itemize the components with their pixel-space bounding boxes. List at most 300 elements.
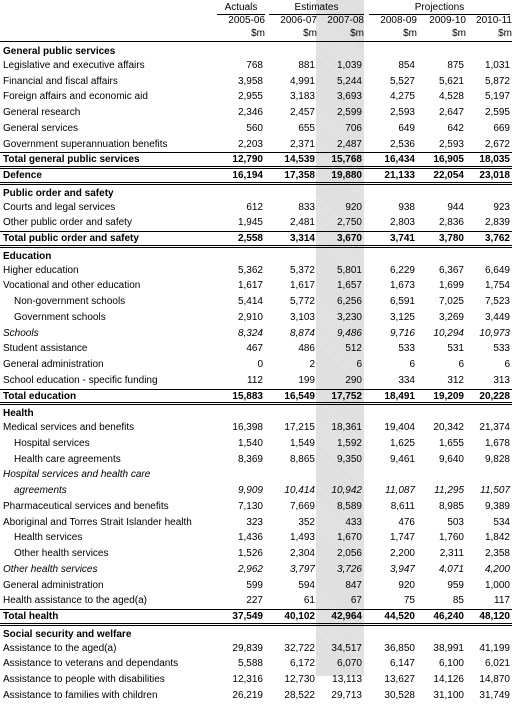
value-cell: 476 [398,516,415,528]
value-cell: 1,625 [389,437,415,449]
value-cell: 5,872 [484,75,510,87]
value-cell: 28,522 [284,689,315,701]
value-cell: 44,520 [384,611,415,622]
unit-header: $m [403,28,417,39]
value-cell: 8,369 [237,453,263,465]
value-cell: 85 [452,595,464,607]
table-row [0,121,512,137]
value-cell: 642 [447,122,464,134]
value-cell: 10,294 [433,327,464,339]
table-row [0,672,512,688]
value-cell: 2,910 [237,311,263,323]
unit-header: $m [452,28,466,39]
value-cell: 10,973 [479,327,510,339]
row-label: Total education [3,390,77,402]
row-label: Foreign affairs and economic aid [3,91,148,103]
value-cell: 199 [298,374,315,386]
value-cell: 3,958 [237,75,263,87]
value-cell: 6,256 [336,296,362,307]
value-cell: 2,647 [438,107,464,118]
row-label: Assistance to people with disabilities [3,674,165,685]
value-cell: 34,517 [331,642,362,654]
value-cell: 6 [409,359,415,370]
row-label: Assistance to veterans and dependants [3,658,179,670]
value-cell: 7,523 [484,296,510,307]
row-label: Total public order and safety [3,233,139,244]
value-cell: 21,133 [384,170,415,181]
table-row [0,656,512,672]
value-cell: 1,000 [484,579,510,591]
subtotal-row [0,562,512,578]
value-cell: 1,526 [237,548,263,559]
value-cell: 5,197 [484,91,510,103]
table-row [0,215,512,231]
value-cell: 6,367 [438,264,464,276]
value-cell: 2,558 [237,233,263,244]
table-header [0,0,512,42]
row-label: General research [3,107,81,118]
value-cell: 9,461 [389,453,415,465]
value-cell: 944 [447,201,464,213]
table-row [0,641,512,657]
total-row [0,152,512,168]
value-cell: 768 [246,59,263,71]
group-projections: Projections [414,2,465,13]
value-cell: 2,487 [336,138,362,150]
value-cell: 669 [493,122,510,134]
table-row [0,137,512,153]
value-cell: 8,865 [289,453,315,465]
value-cell: 503 [447,516,464,528]
value-cell: 923 [493,201,510,213]
value-cell: 4,200 [484,563,510,575]
section-heading-row [0,404,512,420]
section-heading-row [0,247,512,263]
unit-header: $m [498,28,512,39]
value-cell: 1,549 [289,437,315,449]
row-label: agreements [14,485,67,496]
value-cell: 61 [303,595,315,607]
row-label: Other public order and safety [3,217,132,229]
value-cell: 9,828 [484,453,510,465]
value-cell: 7,669 [289,500,315,512]
value-cell: 31,749 [479,689,510,701]
value-cell: 9,640 [438,453,464,465]
row-label: Non-government schools [14,296,126,307]
value-cell: 1,747 [389,532,415,544]
value-cell: 5,362 [237,264,263,276]
value-cell: 875 [447,59,464,71]
value-cell: 20,228 [479,390,510,402]
section-heading-row [0,625,512,641]
value-cell: 18,361 [331,422,362,433]
value-cell: 23,018 [479,170,510,181]
value-cell: 655 [298,122,315,134]
row-label: Financial and fiscal affairs [3,75,118,87]
value-cell: 6 [458,359,464,370]
table-row [0,578,512,594]
value-cell: 560 [246,122,263,134]
value-cell: 29,713 [331,689,362,701]
subtotal-row [0,483,512,499]
table-row [0,263,512,279]
value-cell: 8,324 [237,327,263,339]
value-cell: 37,549 [232,611,263,622]
value-cell: 9,350 [336,453,362,465]
row-label: General administration [3,579,104,591]
table-row [0,105,512,121]
value-cell: 17,358 [284,170,315,181]
value-cell: 12,730 [284,674,315,685]
value-cell: 649 [398,122,415,134]
table-row [0,515,512,531]
value-cell: 2,955 [237,91,263,103]
value-cell: 1,699 [438,280,464,292]
value-cell: 8,589 [336,500,362,512]
row-label: Health [3,408,34,420]
value-cell: 2,371 [289,138,315,150]
value-cell: 531 [447,343,464,355]
value-cell: 833 [298,201,315,213]
value-cell: 16,194 [232,170,263,181]
value-cell: 14,539 [284,154,315,166]
year-header: 2010-11 [476,15,512,26]
value-cell: 22,054 [433,170,464,181]
value-cell: 4,071 [438,563,464,575]
value-cell: 2,536 [389,138,415,150]
value-cell: 612 [246,201,263,213]
value-cell: 3,947 [389,563,415,575]
row-label: Vocational and other education [3,280,141,292]
value-cell: 5,801 [336,264,362,276]
row-label: Other health services [14,548,109,559]
year-header: 2007-08 [327,15,364,26]
table-row [0,499,512,515]
year-header: 2005-06 [228,15,265,26]
value-cell: 352 [298,516,315,528]
value-cell: 534 [493,516,510,528]
value-cell: 2,311 [439,548,464,559]
row-label: Hospital services [14,437,90,449]
row-label: General public services [3,46,116,57]
value-cell: 41,199 [479,642,510,654]
value-cell: 1,670 [336,532,362,544]
value-cell: 5,772 [289,296,315,307]
value-cell: 19,404 [384,422,415,433]
value-cell: 36,850 [384,642,415,654]
row-label: Social security and welfare [3,628,132,640]
value-cell: 3,314 [289,233,315,244]
subtotal-row [0,326,512,342]
row-label: General administration [3,359,104,370]
value-cell: 13,627 [384,674,415,685]
value-cell: 14,870 [479,674,510,685]
value-cell: 16,398 [232,422,263,433]
value-cell: 1,655 [438,437,464,449]
value-cell: 2,599 [336,107,362,118]
value-cell: 2,836 [438,217,464,229]
sub-item-row [0,294,512,310]
total-row [0,231,512,247]
value-cell: 9,716 [389,327,415,339]
value-cell: 1,678 [484,437,510,449]
value-cell: 11,295 [434,485,464,496]
expense-table-body [0,42,512,704]
table-row [0,341,512,357]
value-cell: 67 [350,595,362,607]
row-label: Total general public services [3,154,140,166]
value-cell: 12,316 [232,674,263,685]
value-cell: 3,269 [438,311,464,323]
value-cell: 3,741 [389,233,415,244]
value-cell: 323 [246,516,263,528]
value-cell: 3,125 [389,311,415,323]
value-cell: 5,621 [438,75,464,87]
value-cell: 30,528 [384,689,415,701]
value-cell: 7,130 [237,500,263,512]
value-cell: 1,031 [484,59,510,71]
value-cell: 959 [447,579,464,591]
value-cell: 0 [257,359,263,370]
row-label: School education - specific funding [3,374,158,386]
value-cell: 4,991 [289,75,315,87]
section-heading-row [0,184,512,200]
table-row [0,420,512,436]
value-cell: 533 [398,343,415,355]
value-cell: 16,549 [284,390,315,402]
value-cell: 8,874 [289,327,315,339]
value-cell: 1,760 [438,532,464,544]
value-cell: 1,592 [336,437,362,449]
table-row [0,357,512,373]
value-cell: 10,942 [331,485,362,496]
row-label: Defence [3,170,42,181]
value-cell: 599 [246,579,263,591]
row-label: Education [3,250,52,262]
table-row [0,593,512,609]
row-label: Legislative and executive affairs [3,59,145,71]
value-cell: 18,035 [479,154,510,166]
value-cell: 15,883 [232,390,263,402]
value-cell: 227 [246,595,263,607]
row-label: Schools [3,327,39,339]
value-cell: 5,372 [289,264,315,276]
value-cell: 19,209 [433,390,464,402]
value-cell: 3,726 [336,563,362,575]
value-cell: 2,304 [289,548,315,559]
row-label: Higher education [3,264,79,276]
value-cell: 18,491 [384,390,415,402]
value-cell: 1,754 [484,280,510,292]
value-cell: 3,797 [289,563,315,575]
value-cell: 14,126 [433,674,464,685]
value-cell: 2,056 [336,548,362,559]
value-cell: 17,215 [284,422,315,433]
value-cell: 6,591 [389,296,415,307]
value-cell: 6,100 [438,658,464,670]
value-cell: 312 [447,374,464,386]
value-cell: 290 [345,374,362,386]
value-cell: 920 [345,201,362,213]
total-row [0,609,512,625]
value-cell: 2,672 [484,138,510,150]
value-cell: 2,593 [438,138,464,150]
row-label: Courts and legal services [3,201,116,213]
value-cell: 533 [493,343,510,355]
value-cell: 5,527 [389,75,415,87]
value-cell: 3,670 [336,233,362,244]
value-cell: 313 [493,374,510,386]
row-label: Total health [3,611,59,622]
value-cell: 6 [504,359,510,370]
row-label: Pharmaceutical services and benefits [3,500,169,512]
row-label: Student assistance [3,343,88,355]
value-cell: 21,374 [479,422,510,433]
value-cell: 1,493 [289,532,315,544]
row-label: Health assistance to the aged(a) [3,595,147,607]
value-cell: 920 [398,579,415,591]
value-cell: 433 [345,516,362,528]
value-cell: 9,389 [484,500,510,512]
value-cell: 2,200 [389,548,415,559]
value-cell: 1,673 [389,280,415,292]
value-cell: 512 [345,343,362,355]
row-label: Government superannuation benefits [3,138,168,150]
value-cell: 938 [398,201,415,213]
value-cell: 2,593 [389,107,415,118]
table-row [0,89,512,105]
value-cell: 13,113 [332,674,362,685]
value-cell: 12,790 [232,154,263,166]
value-cell: 31,100 [433,689,464,701]
value-cell: 3,762 [484,233,510,244]
value-cell: 3,693 [336,91,362,103]
value-cell: 7,025 [438,296,464,307]
value-cell: 46,240 [433,611,464,622]
value-cell: 6,147 [389,658,415,670]
table-row [0,58,512,74]
group-actuals: Actuals [224,2,258,13]
row-label: Medical services and benefits [3,422,135,433]
value-cell: 3,230 [336,311,362,323]
value-cell: 2,358 [484,548,510,559]
value-cell: 1,617 [237,280,263,292]
subtotal-row [0,467,512,483]
group-estimates: Estimates [294,2,339,13]
value-cell: 2,595 [484,107,510,118]
section-heading-row [0,42,512,58]
unit-header: $m [350,28,364,39]
value-cell: 2,839 [484,217,510,229]
row-label: Other health services [3,563,98,575]
value-cell: 881 [298,59,315,71]
value-cell: 9,486 [336,327,362,339]
value-cell: 5,588 [237,658,263,670]
sub-item-row [0,310,512,326]
value-cell: 8,611 [390,500,415,512]
value-cell: 6,070 [336,658,362,670]
row-label: Hospital services and health care [3,469,151,481]
value-cell: 9,909 [237,485,263,496]
value-cell: 38,991 [433,642,464,654]
value-cell: 2,481 [289,217,315,229]
year-header: 2006-07 [280,15,317,26]
value-cell: 5,414 [237,296,263,307]
year-header: 2008-09 [380,15,417,26]
value-cell: 2,457 [289,107,315,118]
value-cell: 1,436 [237,532,263,544]
value-cell: 6 [356,359,362,370]
sub-item-row [0,546,512,562]
value-cell: 4,275 [389,91,415,103]
table-row [0,373,512,389]
row-label: Government schools [14,311,106,323]
row-label: Aboriginal and Torres Strait Islander health [3,516,192,528]
value-cell: 11,087 [385,485,415,496]
value-cell: 2 [309,359,315,370]
table-row [0,278,512,294]
value-cell: 40,102 [284,611,315,622]
value-cell: 2,346 [237,107,263,118]
value-cell: 6,649 [484,264,510,276]
table-row [0,200,512,216]
value-cell: 16,434 [384,154,415,166]
row-label: Health care agreements [14,453,121,465]
value-cell: 4,528 [438,91,464,103]
row-label: Health services [14,532,83,544]
value-cell: 11,507 [480,485,510,496]
value-cell: 48,120 [479,611,510,622]
value-cell: 1,842 [484,532,510,544]
total-row [0,168,512,184]
value-cell: 112 [247,374,263,386]
value-cell: 2,203 [237,138,263,150]
value-cell: 16,905 [433,154,464,166]
value-cell: 2,962 [237,563,263,575]
value-cell: 20,342 [433,422,464,433]
total-row [0,389,512,405]
row-label: Public order and safety [3,187,114,199]
row-label: General services [3,122,79,134]
value-cell: 26,219 [232,689,263,701]
value-cell: 3,780 [438,233,464,244]
value-cell: 17,752 [331,390,362,402]
value-cell: 1,657 [336,280,362,292]
value-cell: 3,449 [484,311,510,323]
value-cell: 6,229 [389,264,415,276]
value-cell: 6,021 [484,658,510,670]
sub-item-row [0,452,512,468]
sub-item-row [0,436,512,452]
value-cell: 29,839 [232,642,263,654]
value-cell: 32,722 [284,642,315,654]
value-cell: 75 [403,595,415,607]
value-cell: 594 [298,579,315,591]
value-cell: 1,617 [289,280,315,292]
value-cell: 854 [398,59,415,71]
value-cell: 10,414 [284,485,315,496]
value-cell: 2,803 [389,217,415,229]
value-cell: 15,768 [331,154,362,166]
value-cell: 847 [345,579,362,591]
value-cell: 3,183 [289,91,315,103]
value-cell: 5,244 [336,75,362,87]
unit-header: $m [303,28,317,39]
table-row [0,688,512,704]
row-label: Assistance to the aged(a) [3,642,117,654]
unit-header: $m [251,28,265,39]
sub-item-row [0,530,512,546]
